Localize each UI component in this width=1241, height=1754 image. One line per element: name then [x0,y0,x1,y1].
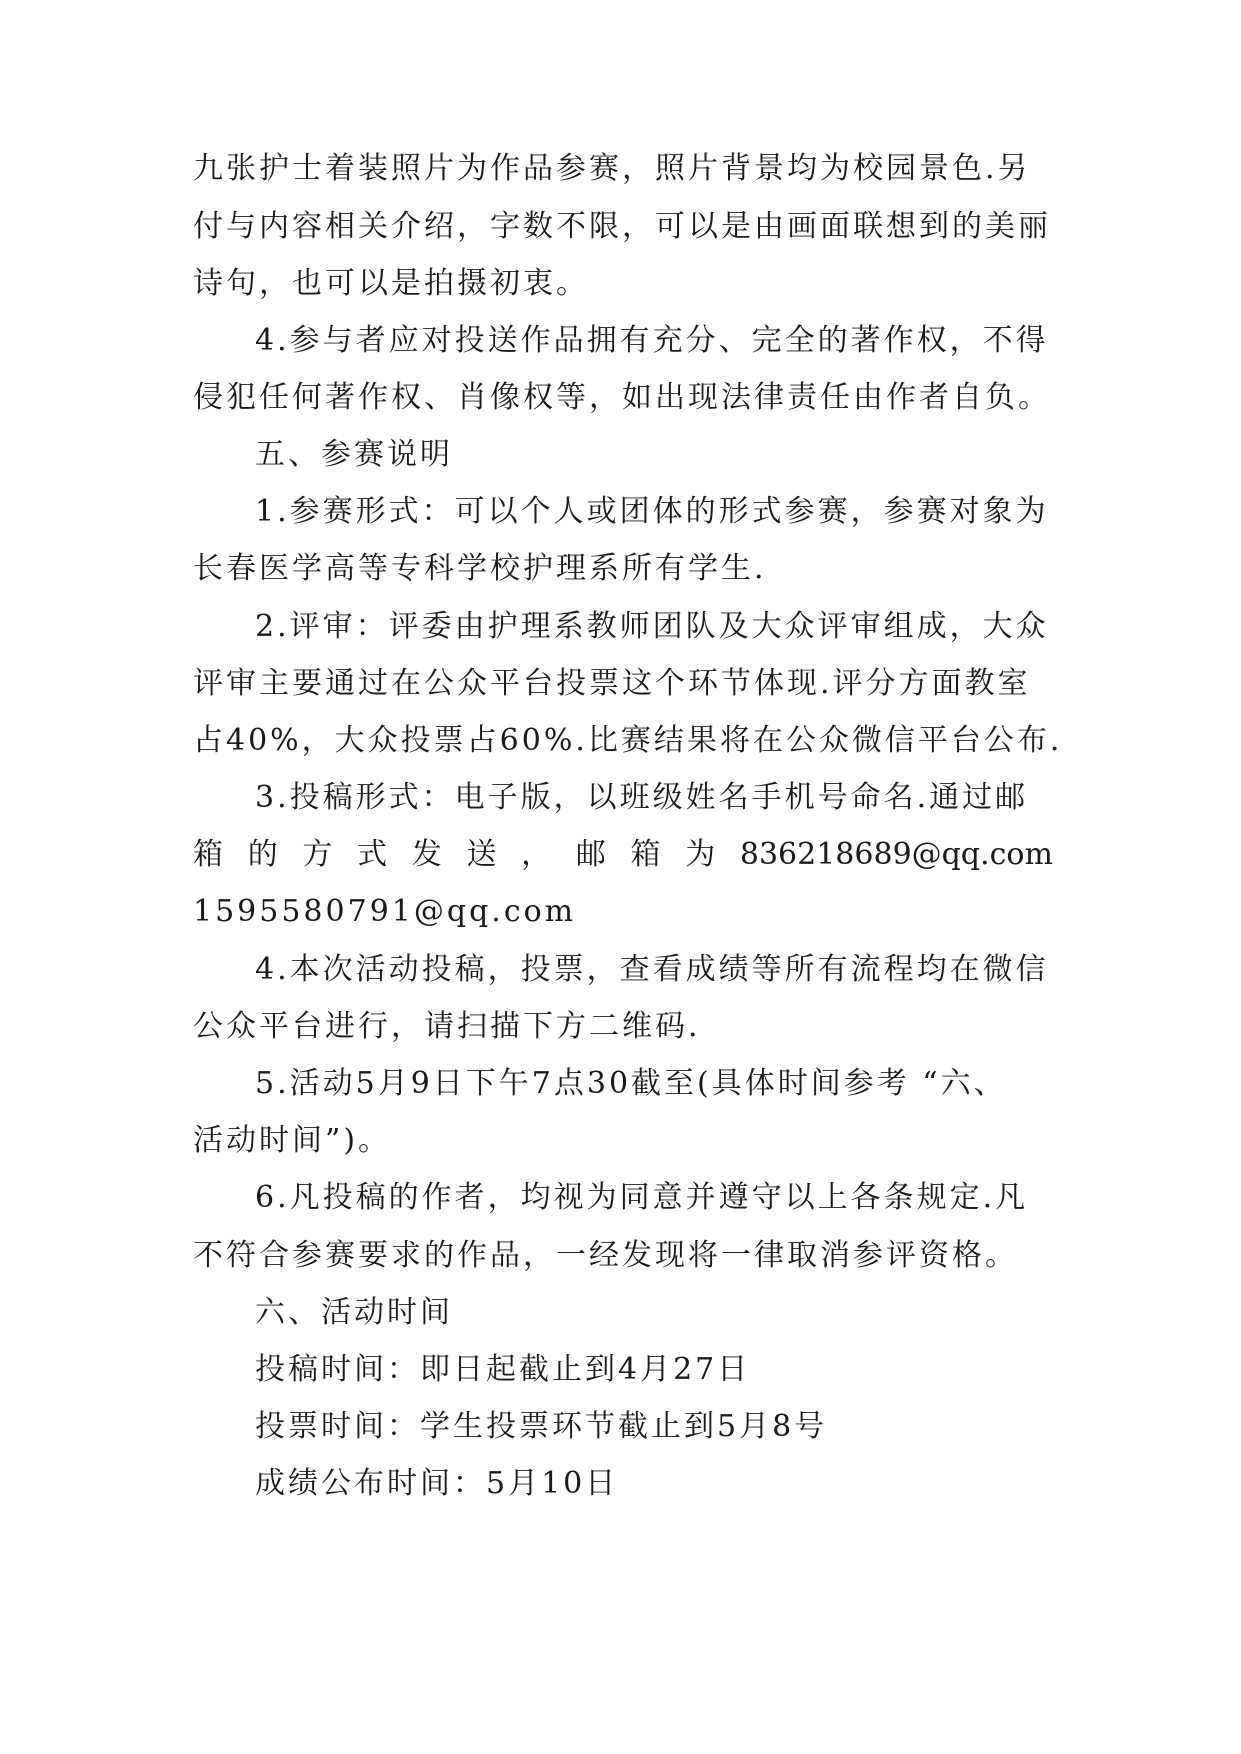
line-fragment: 发 [411,837,442,872]
paragraph-line: 6.凡投稿的作者，均视为同意并遵守以上各条规定.凡 [255,1180,1029,1215]
line-fragment: 的 [247,837,278,872]
paragraph-line: 5.活动5月9日下午7点30截至(具体时间参考 “六、 [255,1066,1007,1101]
paragraph-line: 4.参与者应对投送作品拥有充分、完全的著作权，不得 [255,323,1049,358]
paragraph-line: 不符合参赛要求的作品，一经发现将一律取消参评资格。 [193,1238,1018,1273]
paragraph-line: 活动时间”)。 [193,1123,392,1158]
paragraph-line: 4.本次活动投稿，投票，查看成绩等所有流程均在微信 [255,952,1049,987]
paragraph-line: 3.投稿形式：电子版，以班级姓名手机号命名.通过邮 [255,780,1029,815]
line-fragment: 送 [466,837,497,872]
paragraph-line: 评审主要通过在公众平台投票这个环节体现.评分方面教室 [193,666,1031,701]
paragraph-line: 长春医学高等专科学校护理系所有学生. [193,551,767,586]
section-heading: 六、活动时间 [255,1295,453,1330]
schedule-item: 投稿时间：即日起截止到4月27日 [255,1352,751,1387]
line-fragment: 箱 [193,837,223,872]
line-fragment: 邮 [575,837,606,872]
line-fragment: 方 [302,837,333,872]
paragraph-line: 占40%，大众投票占60%.比赛结果将在公众微信平台公布. [193,723,1063,758]
paragraph-line: 公众平台进行，请扫描下方二维码. [193,1009,701,1044]
justified-line [193,833,1053,877]
paragraph-line: 付与内容相关介绍，字数不限，可以是由画面联想到的美丽 [193,209,1051,244]
paragraph-line: 诗句，也可以是拍摄初衷。 [193,266,589,301]
paragraph-line: 九张护士着装照片为作品参赛，照片背景均为校园景色.另 [193,151,1031,186]
paragraph-line: 侵犯任何著作权、肖像权等，如出现法律责任由作者自负。 [193,380,1051,415]
email-address: 1595580791@qq.com [193,894,577,929]
section-heading: 五、参赛说明 [255,437,453,472]
line-fragment: 式 [357,837,388,872]
line-fragment: ， [521,837,552,872]
paragraph-line: 2.评审：评委由护理系教师团队及大众评审组成，大众 [255,609,1049,644]
paragraph-line: 1.参赛形式：可以个人或团体的形式参赛，参赛对象为 [255,494,1049,529]
schedule-item: 投票时间：学生投票环节截止到5月8号 [255,1409,828,1444]
line-fragment: 为 [685,837,716,872]
email-address: 836218689@qq.com [739,837,1053,872]
schedule-item: 成绩公布时间：5月10日 [255,1466,619,1501]
line-fragment: 箱 [630,837,661,872]
